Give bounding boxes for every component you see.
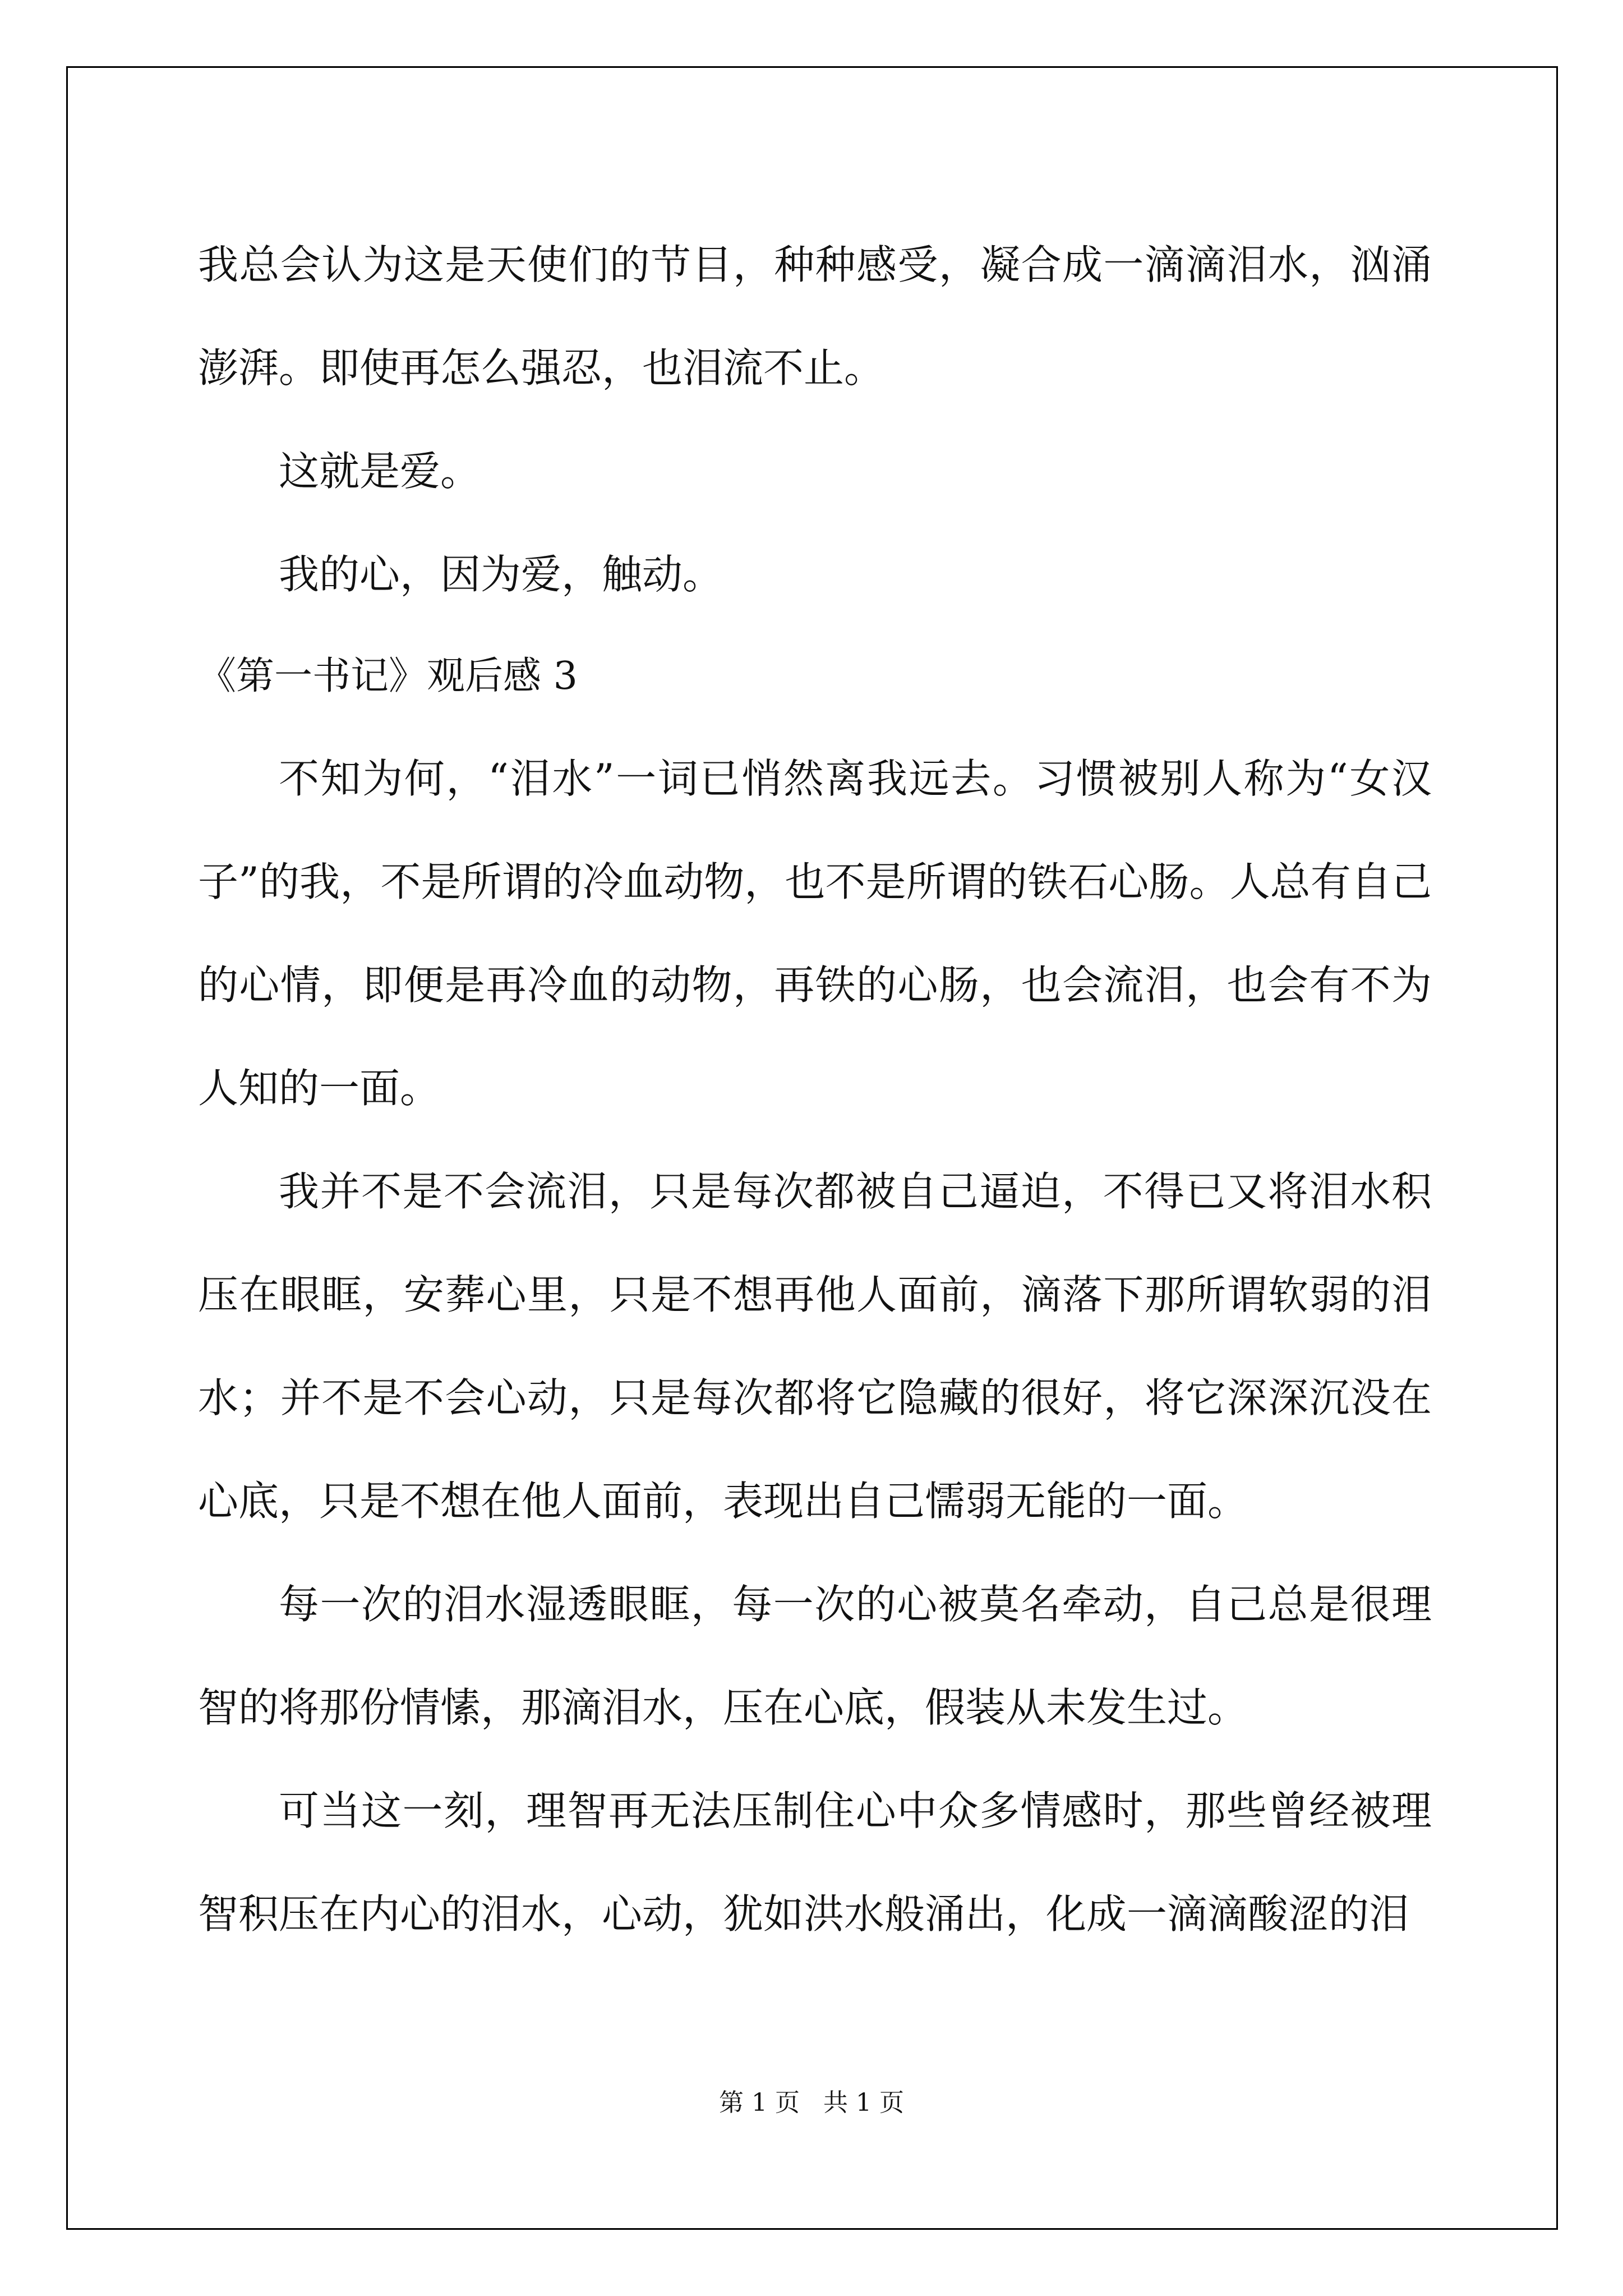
paragraph: 每一次的泪水湿透眼眶，每一次的心被莫名牵动，自己总是很理智的将那份情愫，那滴泪水，压在心底，假装从未发生过。 [198,1581,1432,1731]
document-body [198,213,1432,1966]
paragraph: 我总会认为这是天使们的节目，种种感受，凝合成一滴滴泪水，汹涌澎湃。即使再怎么强忍，也泪流不止。 [198,241,1432,392]
paragraph: 我并不是不会流泪，只是每次都被自己逼迫，不得已又将泪水积压在眼眶，安葬心里，只是不想再他人面前，滴落下那所谓软弱的泪水；并不是不会心动，只是每次都将它隐藏的很好，将它深深沉没在心底，只是不想在他人面前，表现出自己懦弱无能的一面。 [198,1168,1432,1525]
section-heading: 《第一书记》观后感 3 [198,654,578,698]
paragraph: 我的心，因为爱，触动。 [279,551,723,598]
paragraph: 这就是爱。 [279,448,481,495]
paragraph: 不知为何，“泪水”一词已悄然离我远去。习惯被别人称为“女汉子”的我，不是所谓的冷血动物，也不是所谓的铁石心肠。人总有自己的心情，即便是再冷血的动物，再铁的心肠，也会流泪，也会有不为人知的一面。 [198,755,1432,1112]
page-footer: 第 1 页 共 1 页 [719,2088,904,2117]
paragraph: 可当这一刻，理智再无法压制住心中众多情感时，那些曾经被理智积压在内心的泪水，心动，犹如洪水般涌出，化成一滴滴酸涩的泪 [198,1787,1432,1938]
